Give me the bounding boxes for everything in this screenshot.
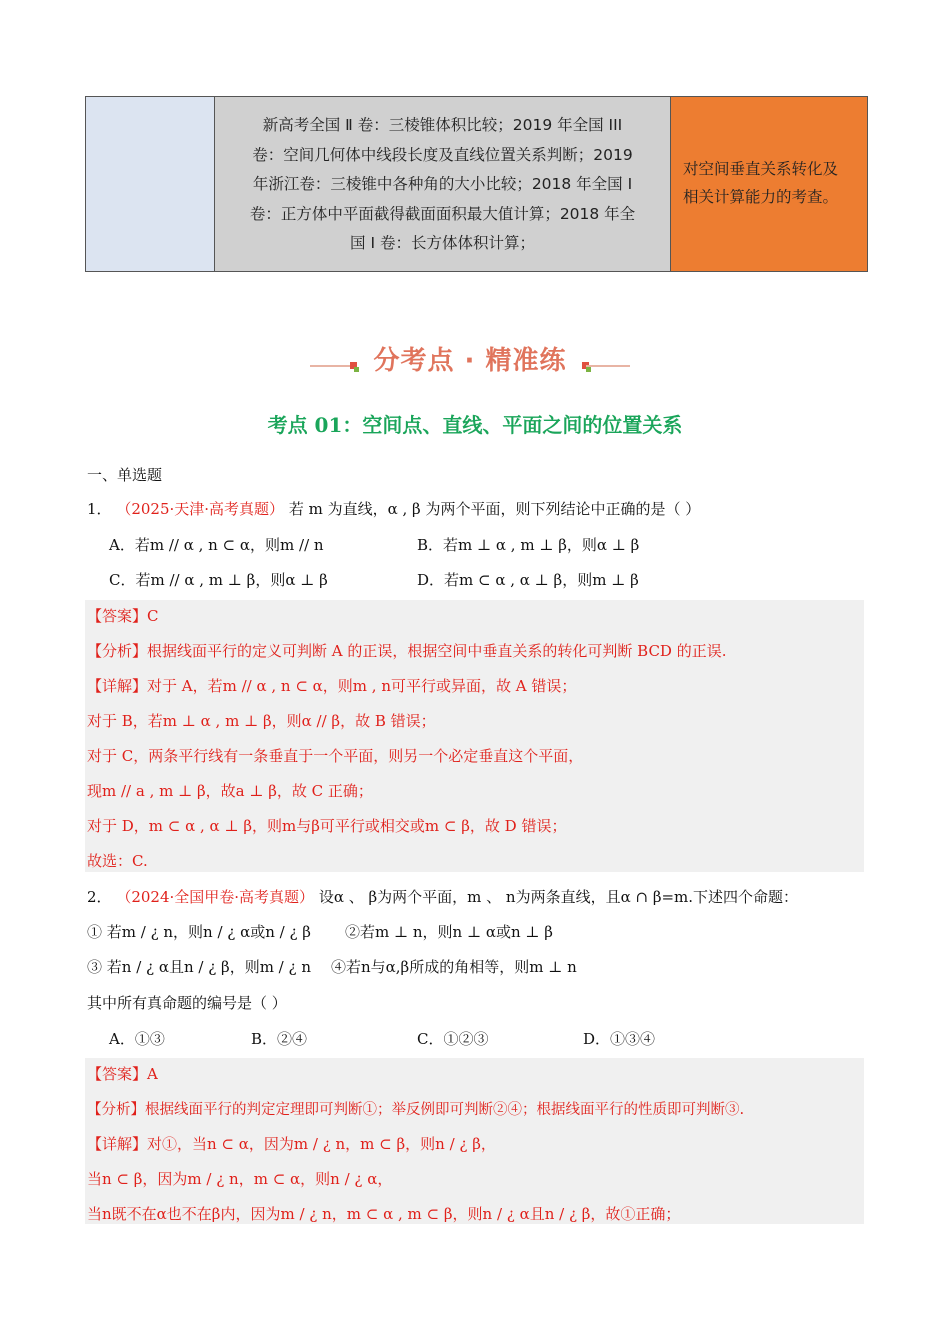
question-text: 若 m 为直线，α , β 为两个平面，则下列结论中正确的是（ ） [288,500,701,518]
detail-line: 【详解】对于 A，若m // α , n ⊂ α，则m , n可平行或异面，故 A 错误； [87,677,577,695]
summary-table [85,96,868,272]
subsection-heading: 一、单选题 [87,466,163,484]
question-number: 2． [87,888,112,906]
table-line: 卷：空间几何体中线段长度及直线位置关系判断；2019 [252,145,633,164]
detail-line: 对于 D，m ⊂ α , α ⊥ β，则m与β可平行或相交或m ⊂ β，故 D 错误； [87,817,567,835]
section-title: 考点 01：空间点、直线、平面之间的位置关系 [267,413,683,437]
table-line: 年浙江卷：三棱锥中各种角的大小比较；2018 年全国 I [252,175,633,193]
option-b: B．若m ⊥ α , m ⊥ β，则α ⊥ β [417,536,640,554]
question-source: （2024·全国甲卷·高考真题） [116,888,315,906]
proposition-4: ④若n与α,β所成的角相等，则m ⊥ n [331,958,577,976]
banner-right-square-small [586,367,591,372]
table-line: 新高考全国 Ⅱ 卷：三棱锥体积比较；2019 年全国 III [262,116,623,134]
table-line: 国 I 卷：长方体体积计算； [350,234,535,252]
question-2-stem [87,886,798,907]
detail-line: 当n ⊂ β，因为m / ¿ n，m ⊂ α，则n / ¿ α， [87,1170,393,1188]
option-c: C．若m // α , m ⊥ β，则α ⊥ β [109,571,328,589]
option-c: C．①②③ [417,1030,489,1048]
detail-line: 对于 B，若m ⊥ α , m ⊥ β，则α // β，故 B 错误； [87,712,436,730]
question-source: （2025·天津·高考真题） [116,500,285,518]
banner-left-line [310,365,354,367]
section-banner [310,340,630,380]
table-line: 对空间垂直关系转化及 [683,160,839,178]
question-1-stem [87,498,700,519]
question-text: 设α 、 β为两个平面，m 、 n为两条直线，且α ∩ β=m.下述四个命题： [318,888,799,906]
table-cell-focus [671,97,867,271]
answer-1: 【答案】C [87,607,159,625]
banner-left-square-small [354,367,359,372]
proposition-3: ③ 若n / ¿ α且n / ¿ β，则m / ¿ n [87,958,311,976]
answer-2: 【答案】A [87,1065,158,1083]
proposition-2: ②若m ⊥ n，则n ⊥ α或n ⊥ β [345,923,553,941]
option-d: D．①③④ [583,1030,656,1048]
option-b: B．②④ [251,1030,308,1048]
detail-line: 故选：C. [87,852,148,870]
banner-title: 分考点 · 精准练 [373,346,567,376]
question-number: 1． [87,500,112,518]
table-cell-empty [86,97,215,271]
detail-line: 对于 C，两条平行线有一条垂直于一个平面，则另一个必定垂直这个平面， [87,747,584,765]
option-a: A．若m // α , n ⊂ α，则m // n [109,536,324,554]
detail-line: 现m // a , m ⊥ β，故a ⊥ β，故 C 正确； [87,782,373,800]
option-a: A．①③ [109,1030,165,1048]
question-2-ask: 其中所有真命题的编号是（ ） [87,994,287,1012]
detail-line: 【详解】对①，当n ⊂ α，因为m / ¿ n，m ⊂ β，则n / ¿ β， [87,1135,496,1153]
table-cell-sources [215,97,671,271]
option-d: D．若m ⊂ α , α ⊥ β，则m ⊥ β [417,571,639,589]
banner-right-line [586,365,630,367]
proposition-1: ① 若m / ¿ n，则n / ¿ α或n / ¿ β [87,923,311,941]
analysis-1: 【分析】根据线面平行的定义可判断 A 的正误，根据空间中垂直关系的转化可判断 BCD 的正误. [87,642,727,660]
analysis-2: 【分析】根据线面平行的判定定理即可判断①；举反例即可判断②④；根据线面平行的性质即可判断③. [87,1102,745,1118]
table-line: 相关计算能力的考查。 [683,188,839,206]
table-line: 卷：正方体中平面截得截面面积最大值计算；2018 年全 [249,204,636,223]
detail-line: 当n既不在α也不在β内，因为m / ¿ n，m ⊂ α , m ⊂ β，则n / ¿ α且n / ¿ β，故①正确； [87,1205,681,1223]
